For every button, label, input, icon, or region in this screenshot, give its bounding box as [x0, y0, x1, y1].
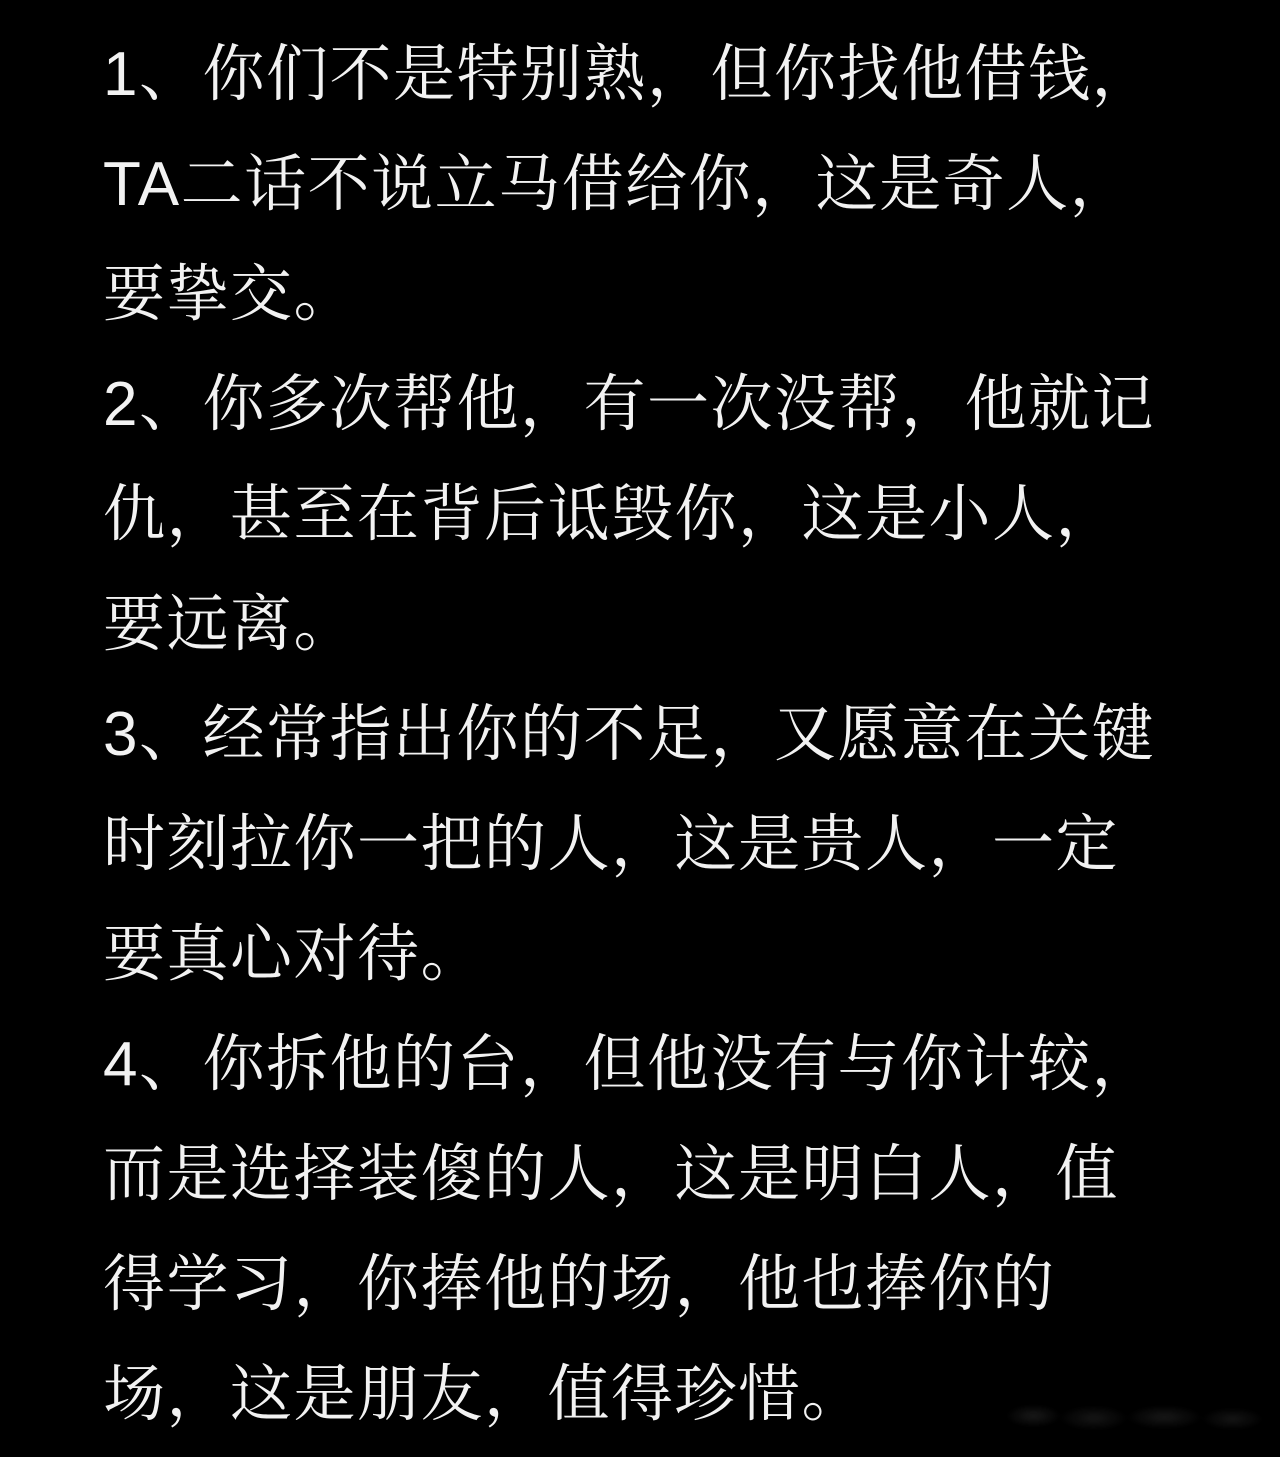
- watermark: [1002, 1396, 1264, 1440]
- list-item-3: [103, 680, 1220, 1010]
- text-line: 要挚交。: [103, 260, 358, 329]
- text-line: 要远离。: [103, 590, 358, 659]
- text-line: 4、你拆他的台，但他没有与你计较，: [103, 1030, 1155, 1099]
- list-item-1: [103, 20, 1220, 350]
- text-line: 2、你多次帮他，有一次没帮，他就记: [103, 370, 1155, 439]
- text-line: 1、你们不是特别熟，但你找他借钱，: [103, 40, 1155, 109]
- text-line: TA二话不说立马借给你，这是奇人，: [103, 150, 1134, 219]
- text-block: [103, 20, 1220, 1450]
- text-line: 要真心对待。: [103, 920, 485, 989]
- text-line: 得学习，你捧他的场，他也捧你的: [103, 1250, 1056, 1319]
- text-line: 3、经常指出你的不足，又愿意在关键: [103, 700, 1155, 769]
- text-line: 仇，甚至在背后诋毁你，这是小人，: [103, 480, 1120, 549]
- text-line: 时刻拉你一把的人，这是贵人，一定: [103, 810, 1120, 879]
- list-item-4: [103, 1010, 1220, 1450]
- list-item-2: [103, 350, 1220, 680]
- text-line: 场，这是朋友，值得珍惜。: [103, 1360, 866, 1429]
- text-line: 而是选择装傻的人，这是明白人，值: [103, 1140, 1120, 1209]
